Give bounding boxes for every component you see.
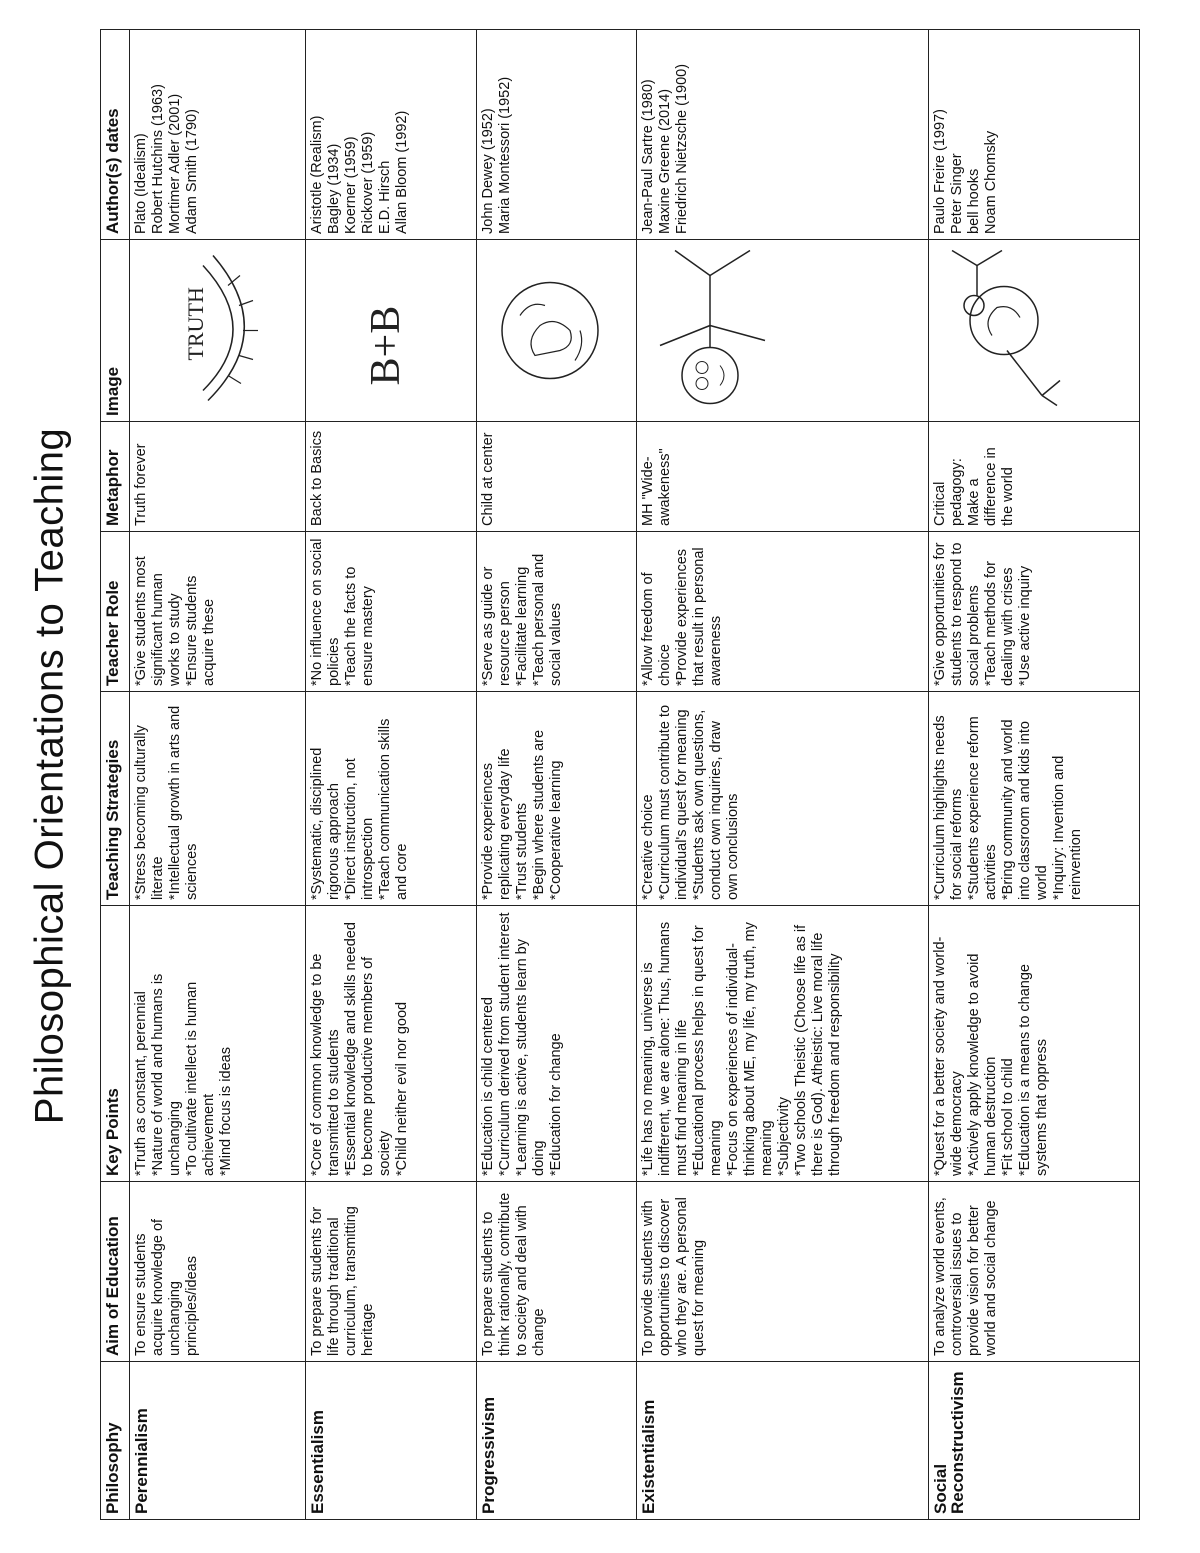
table-row: [130, 30, 306, 1520]
header-teacher-role: Teacher Role: [101, 532, 130, 692]
cell-line: *Stress becoming culturally literate: [133, 725, 166, 900]
cell-line: *Educational process helps in quest for meaning: [691, 925, 725, 1176]
b-plus-b-label: B+B: [362, 305, 409, 386]
cell-line: *No influence on social policies: [308, 538, 342, 686]
cell-line: Adam Smith (1790): [184, 109, 200, 234]
cell-line: *Bring community and world into classroom and kids into world: [999, 719, 1050, 900]
cell-line: *Learning is active, students learn by doing: [513, 939, 547, 1176]
cell-line: Bagley (1934): [325, 143, 342, 234]
strategies-cell: [928, 692, 1139, 906]
cell-line: *Creative choice: [640, 794, 657, 900]
table-row: [476, 30, 637, 1520]
cell-line: *Teach communication skills and core: [376, 718, 410, 900]
teacher-role-cell: [305, 532, 476, 692]
b-plus-b-sketch: [309, 245, 449, 416]
strategies-cell: [130, 692, 306, 906]
cell-line: Plato (Idealism): [133, 133, 149, 234]
aim-cell: To provide students with opportunities to discover who they are. A personal quest for meaning: [637, 1182, 928, 1362]
authors-cell: [476, 30, 637, 240]
philosophy-cell: Progressivism: [476, 1362, 637, 1520]
table-row: [637, 30, 928, 1520]
cell-line: *Inquiry: Invention and reinvention: [1050, 755, 1084, 900]
stick-figure-sketch: [640, 245, 780, 416]
cell-line: *Give students most significant human works to study: [133, 556, 183, 686]
cell-line: Aristotle (Realism): [308, 115, 325, 234]
cell-line: *Education is a means to change systems that oppress: [1016, 964, 1050, 1176]
key-points-cell: [305, 906, 476, 1182]
aim-cell: To analyze world events, controversial issues to provide vision for better world and social change: [928, 1182, 1139, 1362]
cell-line: Jean-Paul Sartre (1980): [640, 79, 657, 234]
authors-cell: [637, 30, 928, 240]
cell-line: *Give opportunities for students to respond to social problems: [931, 542, 982, 686]
strategies-cell: [305, 692, 476, 906]
image-cell: [130, 240, 306, 422]
cell-line: *Core of common knowledge to be transmitted to students: [308, 953, 342, 1176]
cell-line: *Curriculum must contribute to individual's quest for meaning: [657, 704, 691, 900]
cell-line: Noam Chomsky: [982, 130, 999, 234]
philosophy-cell: Essentialism: [305, 1362, 476, 1520]
cell-line: Rickover (1959): [359, 131, 376, 234]
cell-line: *To cultivate intellect is human achievement: [184, 981, 217, 1176]
table-row: [305, 30, 476, 1520]
cell-line: *Curriculum derived from student interest: [496, 912, 513, 1176]
page-title: Philosophical Orientations to Teaching: [27, 427, 72, 1125]
cell-line: *Truth as constant, perennial: [133, 991, 149, 1176]
cell-line: *Direct instruction, not introspection: [342, 758, 376, 900]
cell-line: *Fit school to child: [999, 1058, 1016, 1176]
header-philosophy: Philosophy: [101, 1362, 130, 1520]
aim-cell: To prepare students for life through traditional curriculum, transmitting heritage: [305, 1182, 476, 1362]
cell-line: *Trust students: [513, 803, 530, 900]
table-row: [928, 30, 1139, 1520]
cell-line: *Education for change: [547, 1033, 564, 1176]
cell-line: *Education is child centered: [479, 997, 496, 1176]
cell-line: Maria Montessori (1952): [496, 76, 513, 234]
philosophy-cell: Existentialism: [637, 1362, 928, 1520]
key-points-cell: [130, 906, 306, 1182]
orientation-table-wrapper: [100, 30, 1140, 1520]
cell-line: *Nature of world and humans is unchanging: [150, 973, 183, 1176]
metaphor-cell: Back to Basics: [305, 422, 476, 532]
metaphor-cell: MH "Wide-awakeness": [637, 422, 928, 532]
cell-line: *Subjectivity: [776, 1097, 793, 1176]
image-cell: [637, 240, 928, 422]
image-cell: [476, 240, 637, 422]
cell-line: Robert Hutchins (1963): [150, 84, 166, 234]
truth-sketch: [133, 245, 273, 416]
metaphor-cell: Truth forever: [130, 422, 306, 532]
cell-line: Friedrich Nietzsche (1900): [674, 63, 691, 234]
teacher-role-cell: [130, 532, 306, 692]
cell-line: *Mind focus is ideas: [218, 1047, 234, 1176]
key-points-cell: [476, 906, 637, 1182]
cell-line: Koerner (1959): [342, 136, 359, 234]
cell-line: *Students ask own questions, conduct own inquiries, draw own conclusions: [691, 709, 742, 900]
cell-line: *Teach the facts to ensure mastery: [342, 566, 376, 686]
orientation-table: [100, 29, 1140, 1520]
cell-line: *Systematic, disciplined rigorous approach: [308, 747, 342, 900]
authors-cell: [130, 30, 306, 240]
cell-line: *Curriculum highlights needs for social reforms: [931, 715, 965, 900]
figure-globe-sketch: [932, 245, 1072, 416]
philosophy-cell: Social Reconstructivism: [928, 1362, 1139, 1520]
header-key-points: Key Points: [101, 906, 130, 1182]
cell-line: bell hooks: [965, 168, 982, 234]
key-points-cell: [637, 906, 928, 1182]
aim-cell: To ensure students acquire knowledge of unchanging principles/ideas: [130, 1182, 306, 1362]
cell-line: Maxine Greene (2014): [657, 88, 674, 234]
teacher-role-cell: [476, 532, 637, 692]
header-authors: Author(s) dates: [101, 30, 130, 240]
authors-cell: [928, 30, 1139, 240]
cell-line: John Dewey (1952): [479, 108, 496, 234]
cell-line: E.D. Hirsch: [376, 160, 393, 234]
strategies-cell: [476, 692, 637, 906]
image-cell: [305, 240, 476, 422]
image-cell: [928, 240, 1139, 422]
teacher-role-cell: [928, 532, 1139, 692]
cell-line: *Facilitate learning: [513, 566, 530, 686]
truth-sketch-label: TRUTH: [183, 287, 208, 361]
strategies-cell: [637, 692, 928, 906]
metaphor-cell: Child at center: [476, 422, 637, 532]
cell-line: *Provide experiences that result in personal awareness: [674, 547, 725, 686]
cell-line: *Use active inquiry: [1016, 565, 1033, 686]
header-metaphor: Metaphor: [101, 422, 130, 532]
cell-line: *Cooperative learning: [547, 760, 564, 900]
cell-line: *Focus on experiences of individual-thinking about ME, my life, my truth, my meaning: [725, 922, 776, 1176]
cell-line: Peter Singer: [948, 153, 965, 234]
cell-line: *Quest for a better society and world-wide democracy: [931, 936, 965, 1176]
cell-line: *Begin where students are: [530, 729, 547, 900]
cell-line: *Teach methods for dealing with crises: [982, 561, 1016, 686]
cell-line: *Actively apply knowledge to avoid human destruction: [965, 953, 999, 1176]
child-globe-sketch: [480, 245, 620, 416]
authors-cell: [305, 30, 476, 240]
cell-line: *Students experience reform activities: [965, 716, 999, 900]
header-strategies: Teaching Strategies: [101, 692, 130, 906]
cell-line: *Provide experiences replicating everyday life: [479, 748, 513, 900]
cell-line: Paulo Freire (1997): [931, 109, 948, 234]
cell-line: Allan Bloom (1992): [393, 110, 410, 234]
cell-line: *Teach personal and social values: [530, 553, 564, 686]
cell-line: Mortimer Adler (2001): [167, 93, 183, 234]
cell-line: *Intellectual growth in arts and sciences: [167, 705, 200, 900]
header-aim: Aim of Education: [101, 1182, 130, 1362]
aim-cell: To prepare students to think rationally, contribute to society and deal with change: [476, 1182, 637, 1362]
key-points-cell: [928, 906, 1139, 1182]
cell-line: *Allow freedom of choice: [640, 572, 674, 686]
header-row: [101, 30, 130, 1520]
cell-line: *Life has no meaning, universe is indifferent, we are alone: Thus, humans must find meaning in life: [640, 921, 691, 1176]
cell-line: *Ensure students acquire these: [184, 575, 217, 686]
philosophy-cell: Perennialism: [130, 1362, 306, 1520]
cell-line: *Child neither evil nor good: [393, 1001, 410, 1176]
cell-line: *Serve as guide or resource person: [479, 566, 513, 686]
cell-line: *Two schools Theistic (Choose life as if there is God). Atheistic: Live moral life through freedom and responsibility: [793, 924, 844, 1176]
metaphor-cell: Critical pedagogy: Make a difference in the world: [928, 422, 1139, 532]
cell-line: *Essential knowledge and skills needed to become productive members of society: [342, 922, 393, 1176]
header-image: Image: [101, 240, 130, 422]
teacher-role-cell: [637, 532, 928, 692]
